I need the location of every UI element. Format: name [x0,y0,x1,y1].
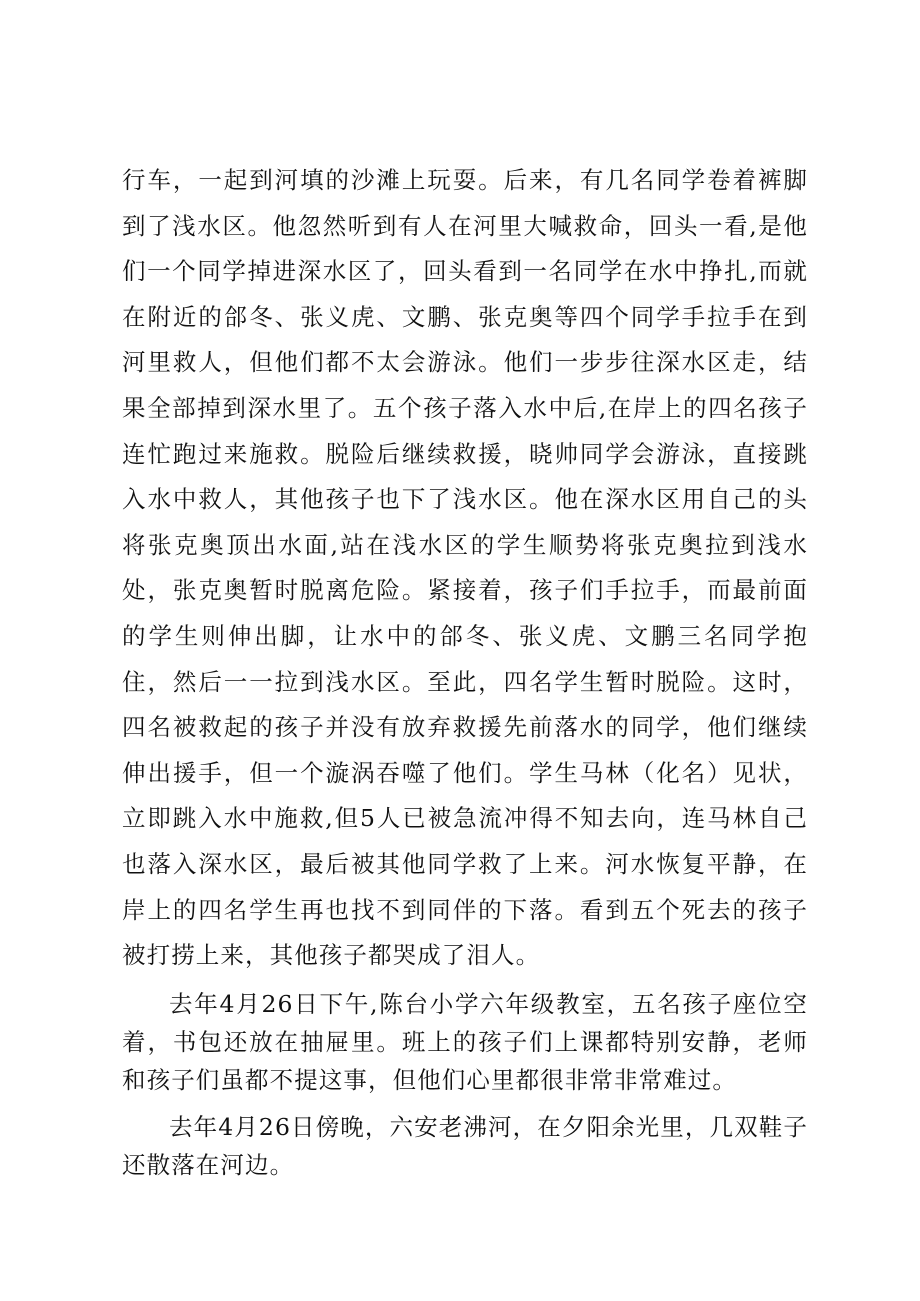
document-body [122,158,808,1184]
paragraph-classroom: 去年4月26日下午,陈台小学六年级教室，五名孩子座位空着，书包还放在抽屉里。班上的孩子们上课都特别安静，老师和孩子们虽都不提这事，但他们心里都很非常非常难过。 [122,989,808,1094]
paragraph-riverbank: 去年4月26日傍晚，六安老沸河，在夕阳余光里，几双鞋子还散落在河边。 [122,1112,808,1179]
paragraph-rescue-account: 行车，一起到河填的沙滩上玩耍。后来，有几名同学卷着裤脚到了浅水区。他忽然听到有人在河里大喊救命，回头一看,是他们一个同学掉进深水区了，回头看到一名同学在水中挣扎,而就在附近的郃冬、张义虎、文鹏、张克奥等四个同学手拉手在到河里救人，但他们都不太会游泳。他们一步步往深水区走，结果全部掉到深水里了。五个孩子落入水中后,在岸上的四名孩子连忙跑过来施救。脱险后继续救援，晓帅同学会游泳，直接跳入水中救人，其他孩子也下了浅水区。他在深水区用自己的头将张克奥顶出水面,站在浅水区的学生顺势将张克奥拉到浅水处，张克奥暂时脱离危险。紧接着，孩子们手拉手，而最前面的学生则伸出脚，让水中的郃冬、张义虎、文鹏三名同学抱住，然后一一拉到浅水区。至此，四名学生暂时脱险。这时，四名被救起的孩子并没有放弃救援先前落水的同学，他们继续伸出援手，但一个漩涡吞噬了他们。学生马林（化名）见状，立即跳入水中施救,但5人已被急流冲得不知去向，连马林自己也落入深水区，最后被其他同学救了上来。河水恢复平静，在岸上的四名学生再也找不到同伴的下落。看到五个死去的孩子被打捞上来，其他孩子都哭成了泪人。 [122,166,808,970]
